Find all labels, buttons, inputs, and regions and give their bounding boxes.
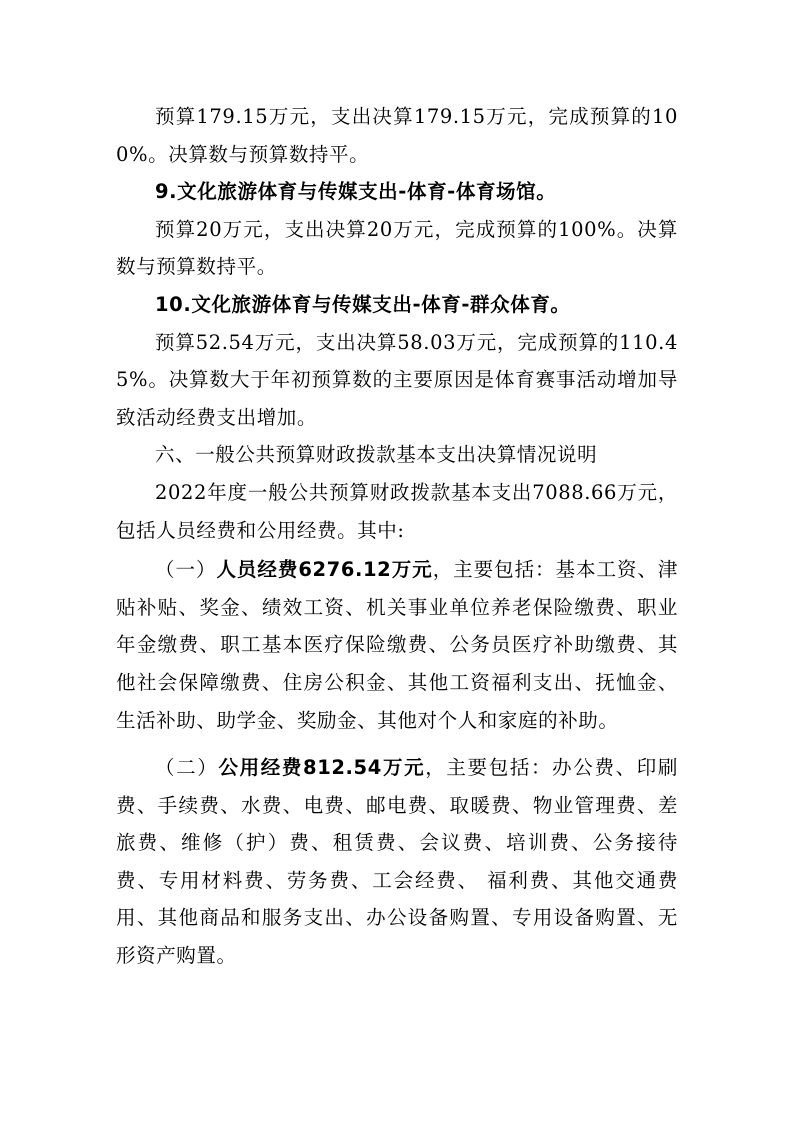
section-title-basic-expenditure: 六、一般公共预算财政拨款基本支出决算情况说明: [155, 443, 598, 467]
heading-mass-sports: 10.文化旅游体育与传媒支出-体育-群众体育。: [155, 292, 571, 316]
paragraph-mass-sports-budget: 预算52.54万元，支出决算58.03万元，完成预算的110.45%。决算数大于年初预算数的主要原因是体育赛事活动增加导致活动经费支出增加。: [116, 330, 678, 429]
paragraph-public-expenses: [116, 749, 678, 975]
personnel-prefix: （一）: [155, 558, 217, 582]
personnel-expenses-detail: ，主要包括：基本工资、津贴补贴、奖金、绩效工资、机关事业单位养老保险缴费、职业年金缴费、职工基本医疗保险缴费、公务员医疗补助缴费、其他社会保障缴费、住房公积金、其他工资福利支出、抚恤金、生活补助、助学金、奖励金、其他对个人和家庭的补助。: [116, 558, 679, 732]
heading-sports-venues: 9.文化旅游体育与传媒支出-体育-体育场馆。: [155, 180, 557, 204]
paragraph-personnel-expenses: [116, 551, 678, 739]
public-prefix: （二）: [155, 756, 219, 780]
personnel-expenses-amount: 人员经费6276.12万元: [216, 558, 433, 582]
public-expenses-detail: ，主要包括：办公费、印刷费、手续费、水费、电费、邮电费、取暖费、物业管理费、差旅费、维修（护）费、租赁费、会议费、培训费、公务接待费、专用材料费、劳务费、工会经费、 福利费、其他交通费用、其他商品和服务支出、办公设备购置、专用设备购置、无形资产购置。: [116, 756, 678, 968]
public-expenses-amount: 公用经费812.54万元: [218, 756, 426, 780]
paragraph-sports-venues-budget: 预算20万元，支出决算20万元，完成预算的100%。决算数与预算数持平。: [116, 217, 678, 279]
paragraph-culture-tourism-budget: 预算179.15万元，支出决算179.15万元，完成预算的100%。决算数与预算数持平。: [116, 105, 678, 166]
document-page: [116, 98, 678, 975]
paragraph-basic-expenditure-total: 2022年度一般公共预算财政拨款基本支出7088.66万元，包括人员经费和公用经费。其中:: [116, 480, 678, 542]
